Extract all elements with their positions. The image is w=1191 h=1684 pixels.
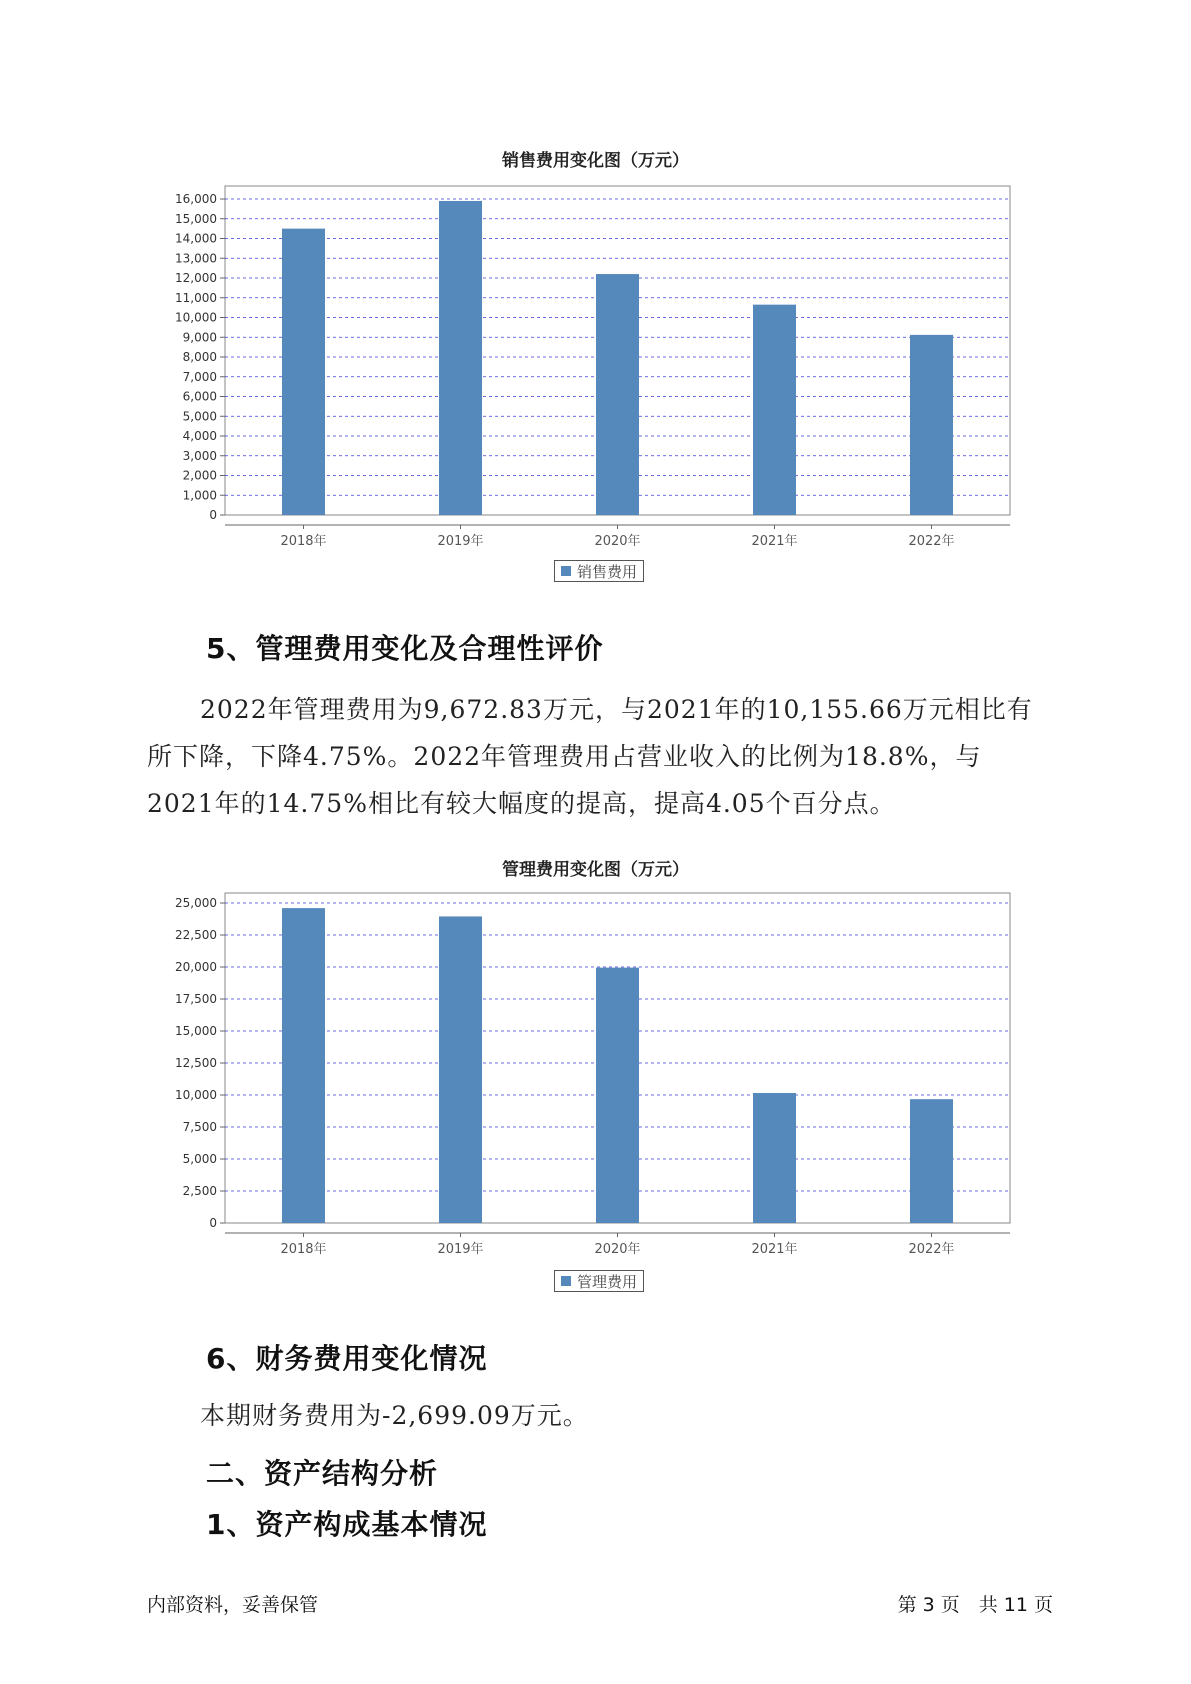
x-tick-label: 2022年 [908,1242,955,1257]
x-tick-label: 2018年 [280,1242,327,1257]
x-tick-label: 2020年 [594,534,641,549]
x-tick-label: 2022年 [908,534,955,549]
y-tick-label: 10,000 [175,1088,217,1102]
y-tick-label: 13,000 [175,251,217,266]
x-tick-label: 2018年 [280,534,327,549]
y-tick-label: 6,000 [182,389,217,404]
asset-heading: 二、资产结构分析 [206,1457,439,1490]
y-tick-label: 2,000 [182,468,217,483]
y-tick-label: 9,000 [182,330,217,345]
y-tick-label: 12,000 [175,271,217,285]
y-tick-label: 5,000 [182,409,217,424]
sales-legend-label: 销售费用 [577,562,638,581]
bar [596,968,639,1223]
y-tick-label: 8,000 [182,350,217,364]
y-tick-label: 11,000 [175,290,217,305]
x-tick-label: 2021年 [751,1242,798,1257]
y-tick-label: 16,000 [175,192,217,206]
x-tick-label: 2019年 [437,1242,484,1257]
finance-heading: 6、财务费用变化情况 [206,1342,488,1375]
y-tick-label: 15,000 [175,1024,217,1038]
y-tick-label: 15,000 [175,211,217,226]
y-tick-label: 14,000 [175,231,217,246]
legend-swatch [561,1276,571,1286]
y-tick-label: 2,500 [182,1184,217,1198]
finance-paragraph-text: 本期财务费用为-2,699.09万元。 [200,1401,589,1430]
footer-page-number: 第 3 页 共 11 页 [897,1594,1053,1616]
mgmt-chart-title: 管理费用变化图（万元） [502,860,689,880]
y-tick-label: 4,000 [182,429,217,443]
y-tick-label: 12,500 [175,1056,217,1070]
asset-sub-heading: 1、资产构成基本情况 [206,1508,488,1541]
x-tick-label: 2020年 [594,1242,641,1257]
finance-paragraph [147,1392,1047,1439]
y-tick-label: 17,500 [175,992,217,1006]
mgmt-chart-legend [554,1270,644,1292]
y-tick-label: 1,000 [182,488,217,503]
mgmt-heading: 5、管理费用变化及合理性评价 [206,632,604,665]
y-tick-label: 25,000 [175,896,217,910]
mgmt-legend-label: 管理费用 [577,1272,638,1291]
bar [753,1093,796,1223]
y-tick-label: 0 [209,1216,217,1230]
bar [910,1099,953,1223]
x-tick-label: 2021年 [751,534,798,549]
y-tick-label: 3,000 [182,448,217,463]
bar [439,916,482,1223]
y-tick-label: 7,500 [182,1120,217,1134]
mgmt-paragraph-text: 2022年管理费用为9,672.83万元，与2021年的10,155.66万元相比有所下降，下降4.75%。2022年管理费用占营业收入的比例为18.8%，与2021年的14.75%相比有较大幅度的提高，提高4.05个百分点。 [147,695,1033,818]
bar [282,908,325,1223]
sales-chart-title: 销售费用变化图（万元） [502,151,689,171]
y-tick-label: 10,000 [175,310,217,325]
x-tick-label: 2019年 [437,534,484,549]
y-tick-label: 5,000 [182,1152,217,1166]
y-tick-label: 22,500 [175,928,217,942]
y-tick-label: 20,000 [175,960,217,974]
y-tick-label: 0 [209,508,217,522]
footer-confidential-note: 内部资料，妥善保管 [147,1594,319,1616]
y-tick-label: 7,000 [182,369,217,384]
